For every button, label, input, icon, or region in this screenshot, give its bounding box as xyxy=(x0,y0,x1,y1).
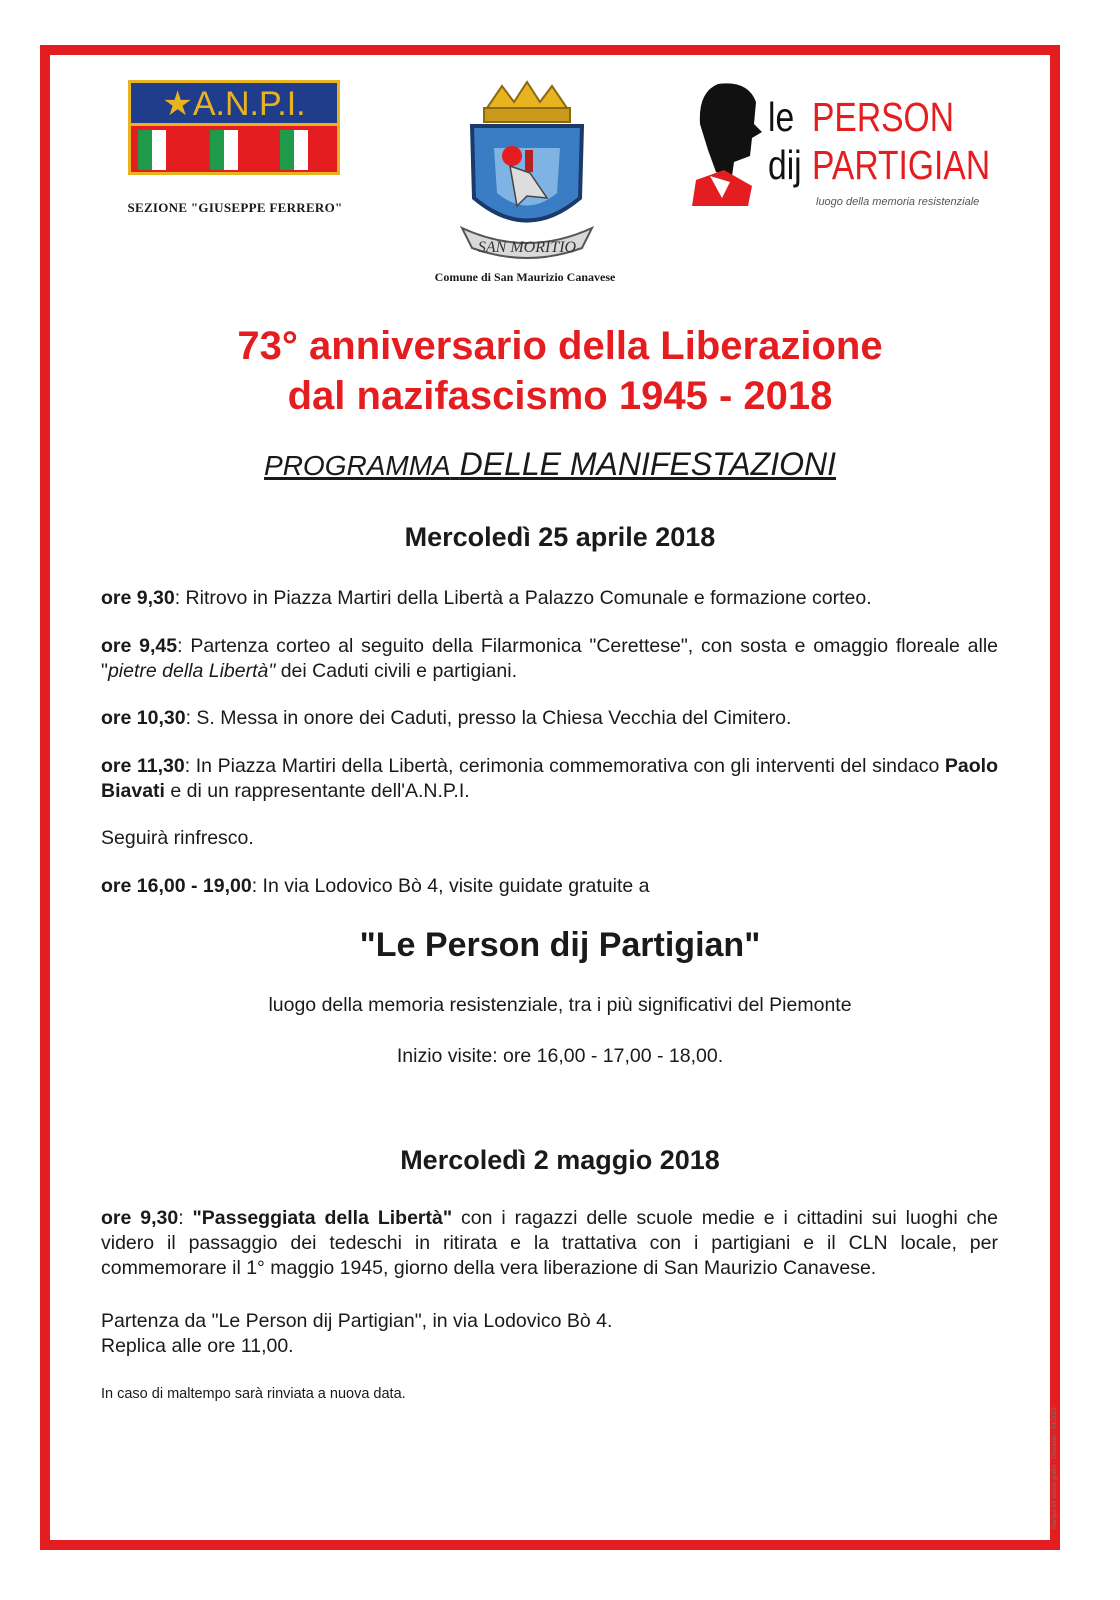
printer-credit: Stampa A4 servizi grafici - Chivasso - 04/2018 xyxy=(1052,1407,1058,1530)
lpdp-le-text: le xyxy=(768,94,795,140)
event-time: ore 9,45 xyxy=(101,635,178,657)
programma-word: PROGRAMMA xyxy=(264,450,451,481)
event-item xyxy=(101,754,998,804)
title-line-2: dal nazifascismo 1945 - 2018 xyxy=(287,374,833,418)
svg-text:★A.N.P.I.: ★A.N.P.I. xyxy=(162,85,306,123)
anpi-section-caption: SEZIONE "GIUSEPPE FERRERO" xyxy=(127,200,343,215)
mayor-name: Paolo Biavati xyxy=(101,755,998,802)
refreshment-note: Seguirà rinfresco. xyxy=(101,827,254,849)
lpdp-dij-text: dij xyxy=(768,142,802,188)
event-text: : Ritrovo in Piazza Martiri della Libertà a Palazzo Comunale e formazione corteo. xyxy=(174,587,872,609)
event-italic-text: pietre della Libertà" xyxy=(107,660,276,682)
place-description: luogo della memoria resistenziale, tra i più significativi del Piemonte xyxy=(268,994,852,1016)
lpdp-subtitle: luogo della memoria resistenziale xyxy=(816,196,980,208)
day2-heading: Mercoledì 2 maggio 2018 xyxy=(400,1145,720,1175)
event-text: e di un rappresentante dell'A.N.P.I. xyxy=(164,780,470,802)
event-text: : S. Messa in onore dei Caduti, presso la Chiesa Vecchia del Cimitero. xyxy=(185,707,792,729)
event-text: con i ragazzi delle scuole medie e i cittadini sui luoghi che videro il passaggio dei tedeschi in ritirata e la trattativa con i partigiani e il CLN locale, per commemorare il 1° maggio 1945, giorno della vera liberazione di San Maurizio Canavese. xyxy=(101,1207,998,1279)
municipal-crest xyxy=(432,78,622,268)
event-text: : Partenza corteo al seguito della Filarmonica "Cerettese", con sosta e omaggio floreale alle " xyxy=(101,635,999,682)
event-item xyxy=(101,1206,998,1281)
anpi-logo xyxy=(128,80,340,175)
event-time: ore 9,30 xyxy=(101,587,175,609)
event-item xyxy=(101,874,998,899)
event-text: : In Piazza Martiri della Libertà, cerimonia commemorativa con gli interventi del sindaco xyxy=(184,755,945,777)
event-time: ore 16,00 - 19,00 xyxy=(101,875,252,897)
replica-line: Replica alle ore 11,00. xyxy=(101,1335,294,1357)
event-item xyxy=(101,706,998,731)
departure-line: Partenza da "Le Person dij Partigian", in via Lodovico Bò 4. xyxy=(101,1310,613,1332)
event-item xyxy=(101,634,998,684)
event-text: : In via Lodovico Bò 4, visite guidate gratuite a xyxy=(251,875,650,897)
programma-heading xyxy=(210,446,890,483)
manifestazioni-words: DELLE MANIFESTAZIONI xyxy=(459,446,836,482)
lpdp-logo xyxy=(690,80,1000,220)
title-line-1: 73° anniversario della Liberazione xyxy=(237,324,883,368)
day1-heading: Mercoledì 25 aprile 2018 xyxy=(404,522,716,552)
weather-note: In caso di maltempo sarà rinviata a nuova data. xyxy=(101,1386,406,1402)
event-item xyxy=(101,586,998,611)
event-time: ore 10,30 xyxy=(101,707,186,729)
event-time: ore 11,30 xyxy=(101,755,185,777)
crest-caption: Comune di San Maurizio Canavese xyxy=(434,270,616,284)
event-text: dei Caduti civili e partigiani. xyxy=(275,660,517,682)
lpdp-partigian-text: PARTIGIAN xyxy=(812,142,991,188)
event-time: ore 9,30 xyxy=(101,1207,179,1229)
event-title: "Passeggiata della Libertà" xyxy=(192,1207,453,1229)
lpdp-person-text: PERSON xyxy=(812,94,954,140)
svg-text:SAN MORITIO: SAN MORITIO xyxy=(477,239,577,256)
event-separator: : xyxy=(178,1207,193,1229)
partisan-silhouette-icon xyxy=(690,80,770,210)
place-title: "Le Person dij Partigian" xyxy=(359,926,761,964)
visit-times: Inizio visite: ore 16,00 - 17,00 - 18,00. xyxy=(396,1045,724,1067)
